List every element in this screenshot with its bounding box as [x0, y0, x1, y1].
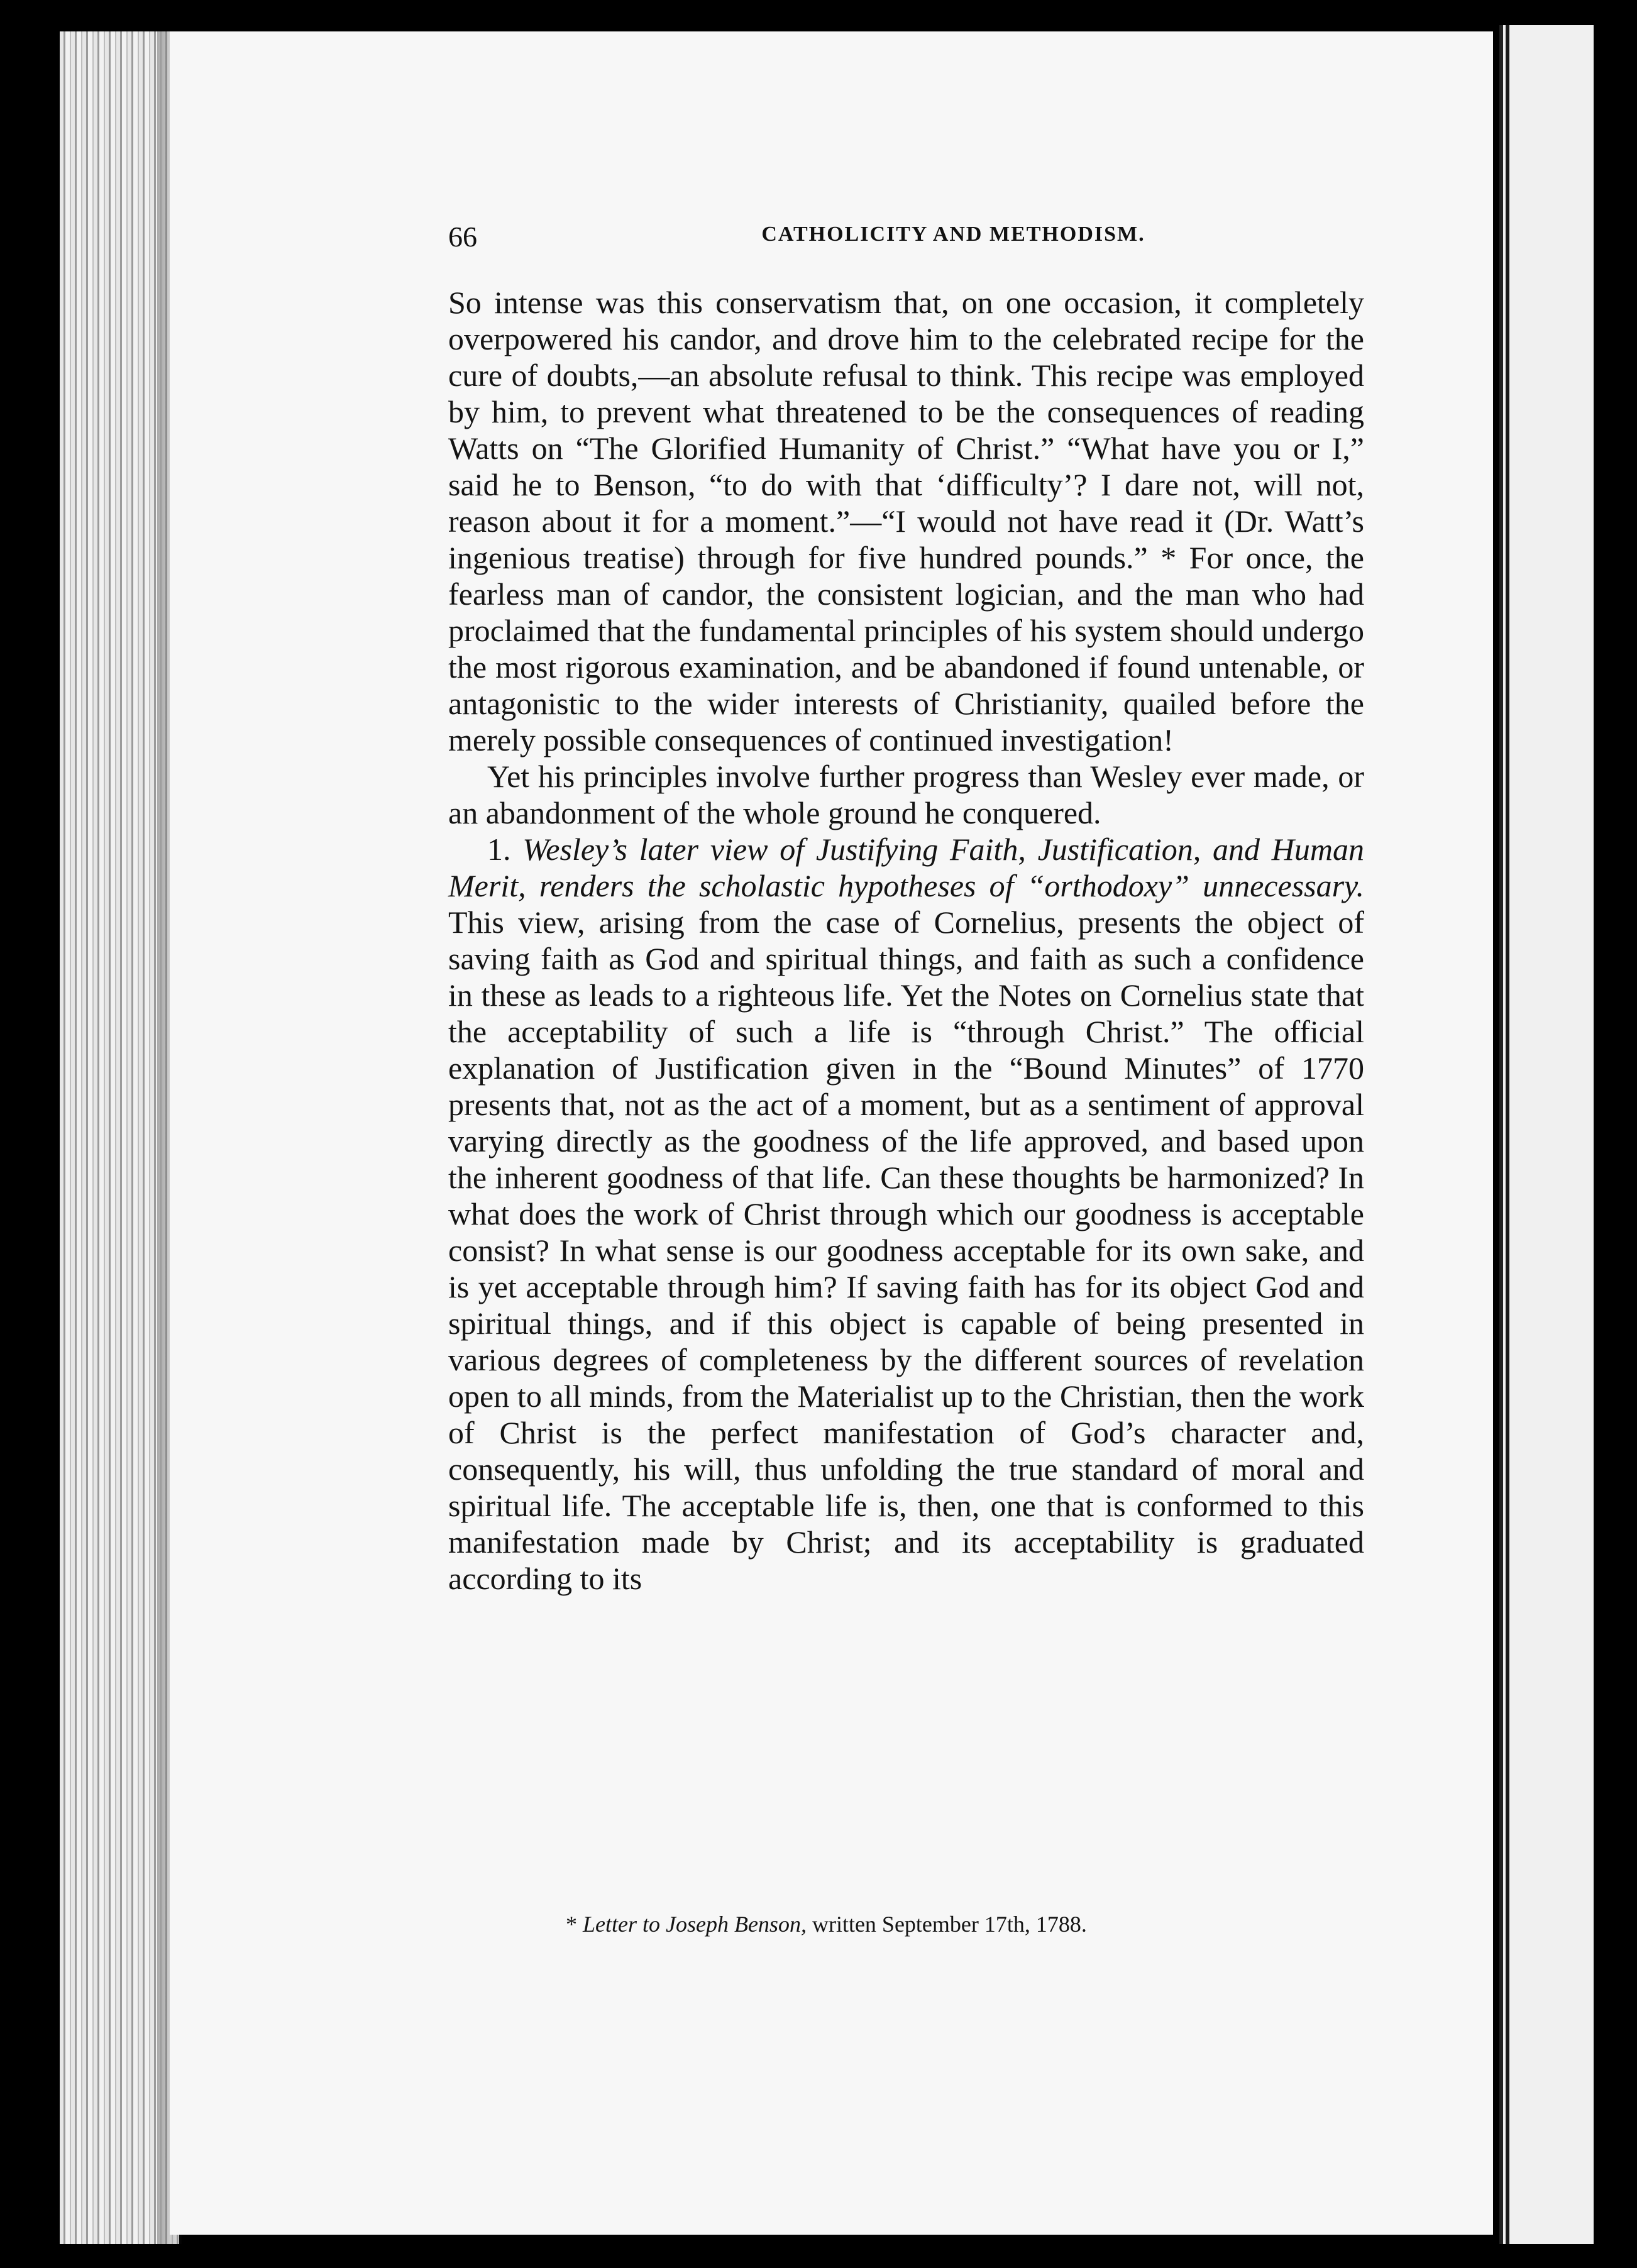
paragraph-3 — [448, 831, 1364, 1597]
page-header — [448, 220, 1383, 258]
page-number: 66 — [448, 221, 477, 253]
footnote-marker: * — [566, 1912, 577, 1937]
footnote — [566, 1911, 1383, 1937]
section-body: This view, arising from the case of Cornelius, presents the object of saving faith as God and spiritual things, and faith as such a confidence in these as leads to a righteous life. Yet the Notes on Cornelius state that the acceptability of such a life is “through Christ.” The official explanation of Justification given in the “Bound Minutes” of 1770 presents that, not as the act of a moment, but as a sentiment of approval varying directly as the goodness of the life approved, and based upon the inherent goodness of that life. Can these thoughts be harmonized? In what does the work of Christ through which our goodness is acceptable consist? In what sense is our goodness acceptable for its own sake, and is yet acceptable through him? If saving faith has for its object God and spiritual things, and if this object is capable of being presented in various degrees of completeness by the different sources of revelation open to all minds, from the Materialist up to the Christian, then the work of Christ is the perfect manifestation of God’s character and, consequently, his will, thus unfolding the true standard of moral and spiritual life. The acceptable life is, then, one that is conformed to this manifestation made by Christ; and its acceptability is graduated according to its — [448, 905, 1364, 1596]
footnote-text: written September 17th, 1788. — [812, 1912, 1087, 1937]
footnote-title: Letter to Joseph Benson, — [583, 1912, 807, 1937]
facing-page-edge — [1499, 25, 1594, 2244]
section-heading: Wesley’s later view of Justifying Faith, Justification, and Human Merit, renders the scholastic hypotheses of “orthodoxy” unnecessary. — [448, 832, 1364, 903]
running-head: CATHOLICITY AND METHODISM. — [761, 223, 1145, 246]
paragraph-2: Yet his principles involve further progress than Wesley ever made, or an abandonment of the whole ground he conquered. — [448, 759, 1364, 830]
body-text — [448, 284, 1364, 1597]
page-edge-line — [1506, 25, 1509, 2244]
section-number: 1. — [487, 832, 511, 867]
paragraph-1: So intense was this conservatism that, on one occasion, it completely overpowered his candor, and drove him to the celebrated recipe for the cure of doubts,—an absolute refusal to think. This recipe was employed by him, to prevent what threatened to be the consequences of reading Watts on “The Glorified Humanity of Christ.” “What have you or I,” said he to Benson, “to do with that ‘difficulty’? I dare not, will not, reason about it for a moment.”—“I would not have read it (Dr. Watt’s ingenious treatise) through for five hundred pounds.” * For once, the fearless man of candor, the consistent logician, and the man who had proclaimed that the fundamental principles of his system should undergo the most rigorous examination, and be abandoned if found untenable, or antagonistic to the wider interests of Christianity, quailed before the merely possible consequences of continued investigation! — [448, 285, 1364, 757]
